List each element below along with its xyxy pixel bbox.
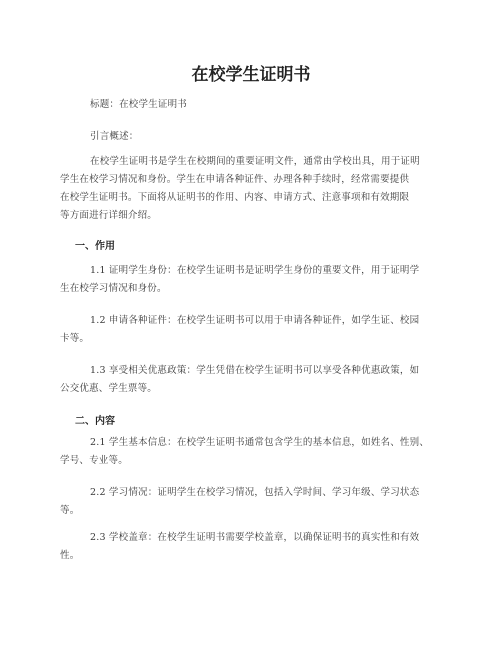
document-title: 在校学生证明书: [191, 65, 311, 85]
intro-line: 学生在校学习情况和身份。学生在申请各种证件、办理各种手续时，经常需要提供: [60, 174, 410, 185]
item-line: 2.2 学习情况：证明学生在校学习情况，包括入学时间、学习年级、学习状态: [90, 487, 420, 498]
item-line: 2.1 学生基本信息：在校学生证明书通常包含学生的基本信息，如姓名、性别、: [90, 437, 430, 448]
section1-item: [60, 262, 435, 298]
item-line: 生在校学习情况和身份。: [60, 283, 167, 294]
intro-paragraph: [60, 153, 435, 225]
intro-label: [75, 128, 435, 146]
intro-line: 等方面进行详细介绍。: [60, 210, 158, 221]
item-line: 1.1 证明学生身份：在校学生证明书是证明学生身份的重要文件，用于证明学: [90, 265, 420, 276]
item-line: 性。: [60, 550, 80, 561]
meta-title: [75, 96, 435, 114]
section2-item: [60, 484, 435, 520]
intro-label-text: 引言概述：: [90, 131, 139, 142]
item-line: 等。: [60, 505, 80, 516]
item-line: 2.3 学校盖章：在校学生证明书需要学校盖章，以确保证明书的真实性和有效: [90, 532, 420, 543]
section1-item: [60, 362, 435, 398]
section2-item: [60, 529, 435, 565]
intro-line: 在校学生证明书是学生在校期间的重要证明文件，通常由学校出具，用于证明: [90, 156, 420, 167]
item-line: 1.3 享受相关优惠政策：学生凭借在校学生证明书可以享受各种优惠政策，如: [90, 365, 420, 376]
section-heading: 一、作用: [75, 241, 115, 252]
section-heading: 二、内容: [75, 416, 115, 427]
item-line: 1.2 申请各种证件：在校学生证明书可以用于申请各种证件，如学生证、校园: [90, 315, 420, 326]
item-line: 卡等。: [60, 333, 90, 344]
intro-line: 在校学生证明书。下面将从证明书的作用、内容、申请方式、注意事项和有效期限: [60, 192, 410, 203]
section2-item: [60, 434, 435, 470]
section1-item: [60, 312, 435, 348]
item-line: 公交优惠、学生票等。: [60, 383, 158, 394]
meta-title-text: 标题：在校学生证明书: [90, 99, 188, 110]
item-line: 学号、专业等。: [60, 455, 128, 466]
